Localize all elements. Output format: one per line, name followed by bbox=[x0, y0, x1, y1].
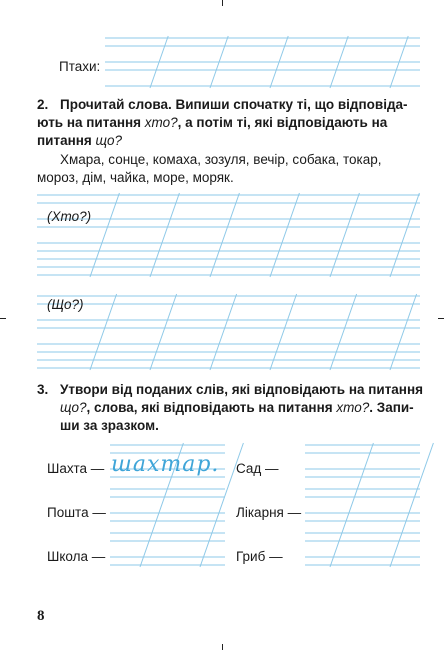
slant-line bbox=[330, 193, 359, 277]
slant-line bbox=[270, 193, 299, 277]
task-2-words-line-2: мороз, дім, чайка, море, моряк. bbox=[37, 170, 234, 185]
task-2-instruction-line-1: Прочитай слова. Випиши спочатку ті, що відповіда- bbox=[60, 97, 408, 112]
task-2-instruction-line-2: ють на питання хто?, а потім ті, які відповідають на bbox=[37, 115, 388, 130]
left-word: Школа — bbox=[47, 549, 106, 564]
right-word: Сад — bbox=[236, 461, 279, 476]
slant-line bbox=[390, 193, 419, 277]
task-2-words-line-1: Хмара, сонце, комаха, зозуля, вечір, собака, токар, bbox=[60, 152, 382, 167]
slant-line bbox=[150, 294, 177, 370]
slant-line bbox=[330, 443, 373, 567]
what-label: (Що?) bbox=[47, 297, 84, 312]
birds-label: Птахи: bbox=[59, 59, 101, 74]
task-3-instruction-line-2: що?, слова, які відповідають на питання хто?. Запи- bbox=[60, 400, 414, 415]
slant-line bbox=[390, 443, 433, 567]
slant-line bbox=[210, 193, 239, 277]
slant-line bbox=[210, 294, 237, 370]
slant-line bbox=[330, 294, 357, 370]
example-handwritten-answer: шахтар. bbox=[111, 452, 220, 477]
page-number: 8 bbox=[37, 608, 45, 624]
slant-line bbox=[390, 294, 417, 370]
who-label: (Хто?) bbox=[47, 209, 92, 224]
right-word: Лікарня — bbox=[236, 505, 302, 520]
left-word: Шахта — bbox=[47, 461, 105, 476]
task-2-number: 2. bbox=[37, 97, 49, 112]
task-2-instruction-line-3: питання що? bbox=[37, 133, 123, 148]
task-3-instruction-line-1: Утвори від поданих слів, які відповідають на питання bbox=[60, 382, 423, 397]
slant-line bbox=[90, 294, 117, 370]
slant-line bbox=[90, 193, 119, 277]
left-word: Пошта — bbox=[47, 505, 106, 520]
slant-line bbox=[270, 294, 297, 370]
task-3-number: 3. bbox=[37, 382, 49, 397]
task-3-instruction-line-3: ши за зразком. bbox=[60, 418, 159, 433]
right-word: Гриб — bbox=[236, 549, 283, 564]
slant-line bbox=[150, 193, 179, 277]
